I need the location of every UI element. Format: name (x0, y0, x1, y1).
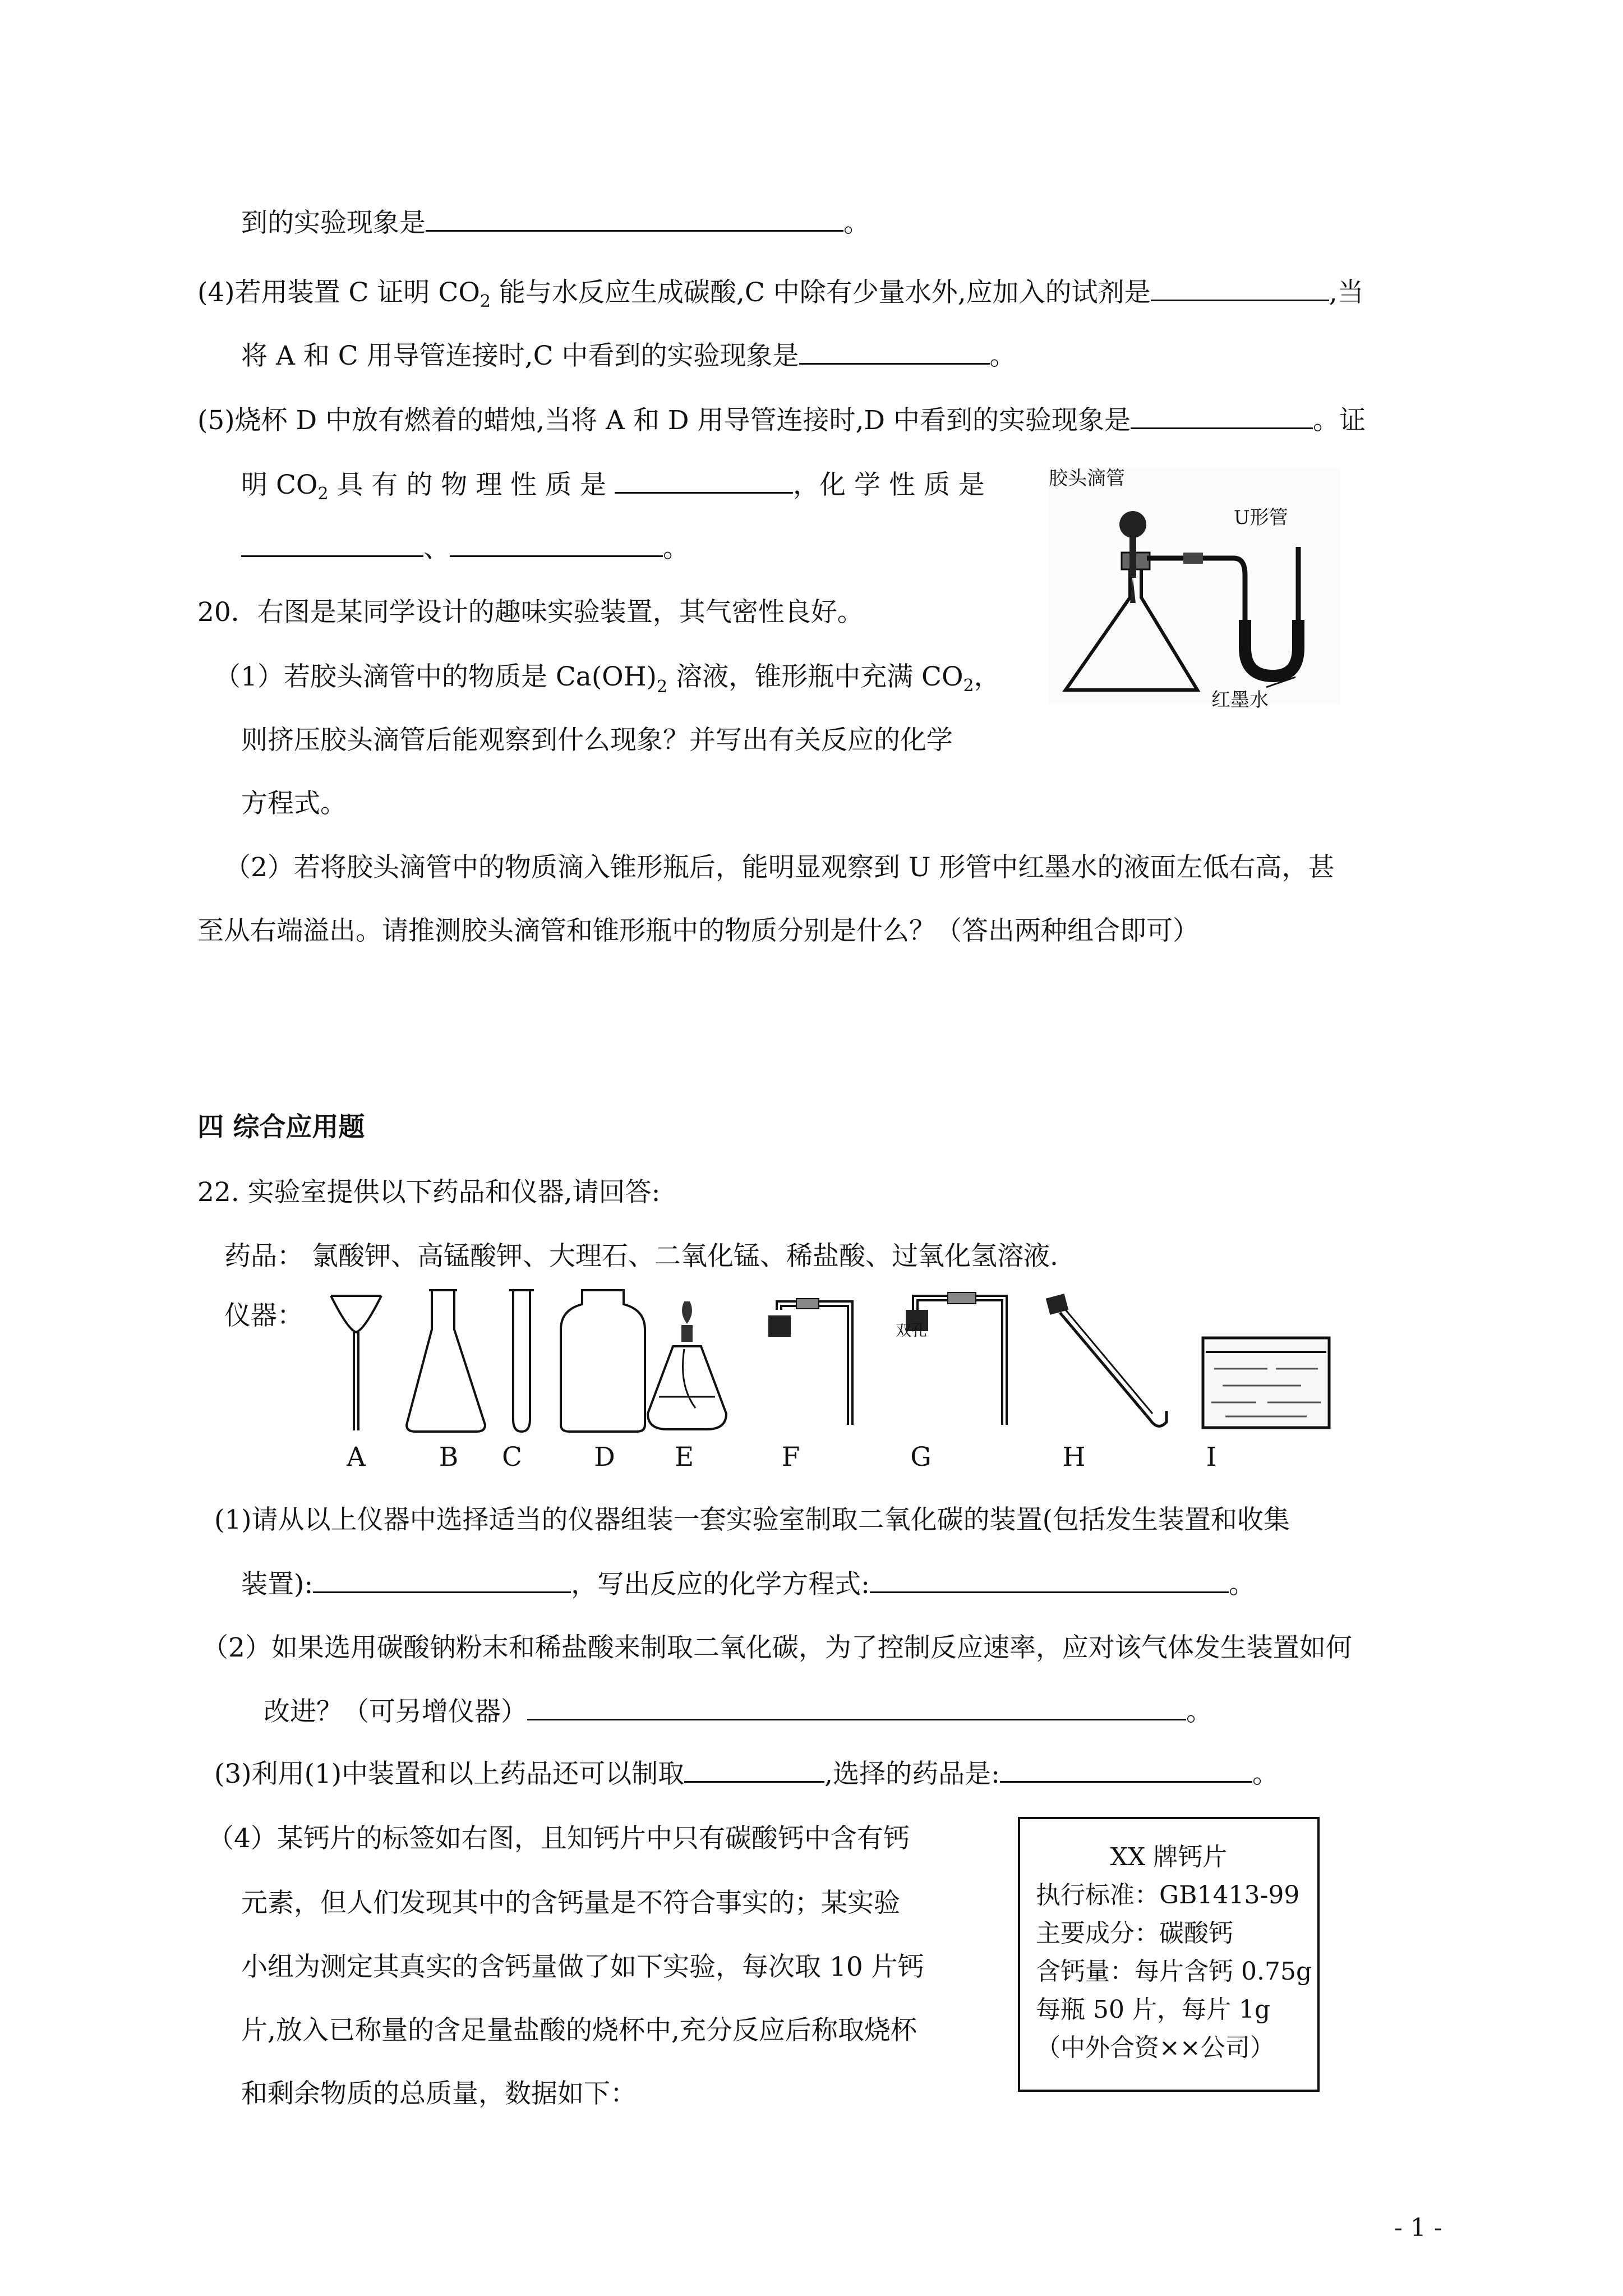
apparatus-label-e: E (674, 1442, 694, 1473)
q20-1-line2: 则挤压胶头滴管后能观察到什么现象？并写出有关反应的化学 (241, 725, 953, 756)
apparatus-label-c: C (502, 1442, 522, 1473)
apparatus-label-a: A (347, 1442, 366, 1473)
answer-blank[interactable] (684, 1759, 824, 1783)
answer-blank[interactable] (870, 1569, 1229, 1593)
delivery-tube-icon (1046, 1294, 1166, 1426)
q19-5-line: (5)烧杯 D 中放有燃着的蜡烛,当将 A 和 D 用导管连接时,D 中看到的实验现象是 。证 (197, 405, 1366, 436)
q22-2-line1: （2）如果选用碳酸钠粉末和稀盐酸来制取二氧化碳，为了控制反应速率，应对该气体发生装置如何 (202, 1632, 1352, 1663)
q22-drugs: 药品： 氯酸钾、高锰酸钾、大理石、二氧化锰、稀盐酸、过氧化氢溶液. (224, 1241, 1058, 1272)
bent-tube-stopper-icon (768, 1299, 852, 1425)
apparatus-row (314, 1285, 1503, 1442)
long-funnel-icon (331, 1296, 381, 1430)
q22-4-line2: 元素，但人们发现其中的含钙量是不符合事实的；某实验 (241, 1888, 900, 1918)
q22-1-line1: (1)请从以上仪器中选择适当的仪器组装一套实验室制取二氧化碳的装置(包括发生装置和收集 (214, 1504, 1290, 1535)
q20-title: 20．右图是某同学设计的趣味实验装置，其气密性良好。 (197, 597, 864, 628)
label-count: 每瓶 50 片，每片 1g (1036, 1995, 1271, 2024)
label-ingredient: 主要成分：碳酸钙 (1036, 1919, 1233, 1948)
apparatus-label-g: G (910, 1442, 932, 1473)
answer-blank[interactable] (771, 208, 843, 232)
q20-1-line1: （1）若胶头滴管中的物质是 $Ca(OH)_2$ 溶液，锥形瓶中充满 $CO_2$， (214, 661, 1000, 697)
page-number: - 1 - (1394, 2214, 1442, 2242)
ink-label: 红墨水 (1211, 689, 1269, 711)
q22-4-line5: 和剩余物质的总质量，数据如下： (241, 2078, 637, 2109)
q19-line-observation: 到的实验现象是 。 (241, 208, 870, 238)
answer-blank[interactable] (1151, 277, 1329, 301)
q22-4-line4: 片,放入已称量的含足量盐酸的烧杯中,充分反应后称取烧杯 (241, 2015, 917, 2046)
double-hole-note: 双孔 (896, 1321, 928, 1340)
apparatus-label-h: H (1062, 1442, 1086, 1473)
calcium-tablet-label-box (1018, 1817, 1320, 2092)
label-title: XX 牌钙片 (1110, 1843, 1228, 1871)
answer-blank[interactable] (313, 1569, 571, 1593)
answer-blank[interactable] (426, 208, 771, 232)
q22-4-line3: 小组为测定其真实的含钙量做了如下实验，每次取 10 片钙 (241, 1952, 924, 1982)
q19-4-line: (4)若用装置 C 证明 $CO_2$ 能与水反应生成碳酸,C 中除有少量水外,应加入的试剂是 ,当 (197, 277, 1364, 311)
conical-flask-icon (407, 1290, 485, 1432)
q20-1-line3: 方程式。 (241, 788, 347, 819)
q20-2-line1: （2）若将胶头滴管中的物质滴入锥形瓶后，能明显观察到 U 形管中红墨水的液面左低右高，甚 (224, 852, 1335, 883)
answer-blank[interactable] (527, 1696, 1186, 1720)
utube-label: U形管 (1234, 507, 1288, 529)
double-hole-stopper-icon (906, 1292, 1007, 1425)
q22-3-line: (3)利用(1)中装置和以上药品还可以制取 ,选择的药品是: 。 (214, 1759, 1279, 1789)
water-trough-icon (1203, 1338, 1329, 1428)
q19-5-line2: 明 $CO_2$ 具 有 的 物 理 性 质 是 ，化 学 性 质 是 (241, 470, 985, 504)
flask-utube-diagram (1049, 468, 1340, 704)
apparatus-label-i: I (1206, 1442, 1217, 1473)
alcohol-lamp-icon (648, 1301, 726, 1429)
q19-4-line2: 将 A 和 C 用导管连接时,C 中看到的实验现象是 。 (241, 341, 1016, 371)
q20-apparatus-figure (1049, 467, 1340, 711)
answer-blank[interactable] (241, 533, 423, 557)
answer-blank[interactable] (1131, 405, 1313, 429)
q20-2-line2: 至从右端溢出。请推测胶头滴管和锥形瓶中的物质分别是什么？（答出两种组合即可） (197, 915, 1199, 946)
test-tube-icon (509, 1290, 534, 1432)
q22-1-line2: 装置): ，写出反应的化学方程式: 。 (241, 1569, 1256, 1600)
label-maker: （中外合资××公司） (1036, 2033, 1275, 2062)
answer-blank[interactable] (799, 341, 990, 365)
apparatus-label-f: F (781, 1442, 800, 1473)
answer-blank[interactable] (615, 470, 793, 494)
label-standard: 执行标准：GB1413-99 (1036, 1881, 1300, 1910)
q19-5-line3: 、 。 (241, 532, 689, 565)
q22-4-line1: （4）某钙片的标签如右图，且知钙片中只有碳酸钙中含有钙 (208, 1823, 910, 1854)
answer-blank[interactable] (450, 533, 663, 557)
label-calcium-content: 含钙量：每片含钙 0.75g (1036, 1957, 1312, 1986)
dropper-label: 胶头滴管 (1049, 467, 1125, 490)
apparatus-label-b: B (439, 1442, 459, 1473)
q22-2-line2: 改进？（可另增仪器） 。 (264, 1696, 1212, 1727)
q22-instruments-label: 仪器： (224, 1300, 303, 1331)
section-4-heading: 四 综合应用题 (197, 1112, 365, 1143)
q22-title: 22. 实验室提供以下药品和仪器,请回答: (197, 1177, 661, 1208)
answer-blank[interactable] (1000, 1759, 1252, 1783)
gas-jar-icon (561, 1290, 645, 1432)
apparatus-label-d: D (594, 1442, 615, 1473)
